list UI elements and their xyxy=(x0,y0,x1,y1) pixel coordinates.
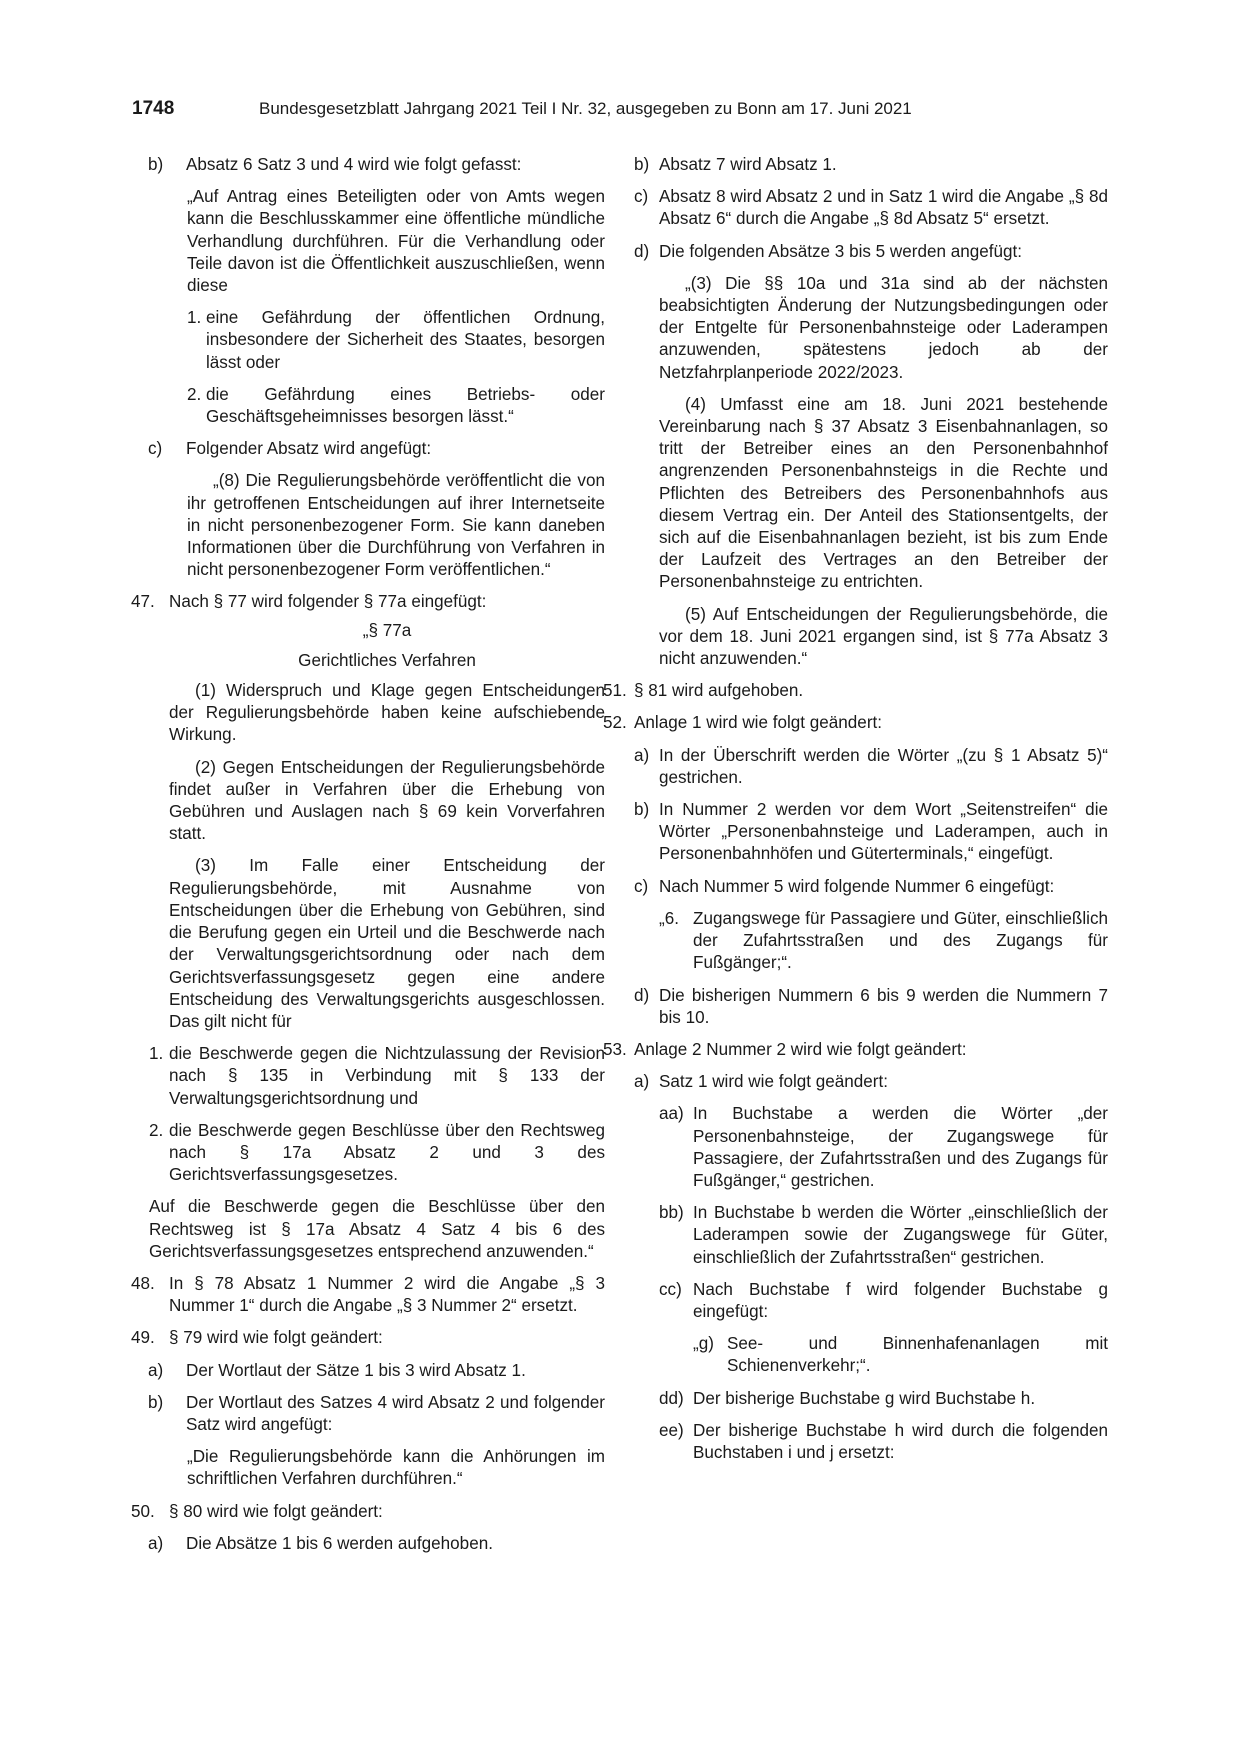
item-label: 53. xyxy=(603,1039,627,1059)
item-text: See- und Binnenhafenanlagen mit Schienenverkehr;“. xyxy=(727,1334,1108,1376)
item-text: Nach Buchstabe f wird folgender Buchstabe g eingefügt: xyxy=(693,1279,1108,1321)
section-number: „§ 77a xyxy=(362,620,412,640)
list-item xyxy=(603,1039,1108,1061)
list-item xyxy=(659,1103,1108,1192)
item-text: Anlage 1 wird wie folgt geändert: xyxy=(634,713,883,733)
item-text: Absatz 8 wird Absatz 2 und in Satz 1 wird die Angabe „§ 8d Absatz 6“ durch die Angabe „§ 8d Absatz 5“ ersetzt. xyxy=(659,187,1108,229)
item-label: 47. xyxy=(131,592,155,612)
item-text: Die folgenden Absätze 3 bis 5 werden angefügt: xyxy=(659,241,1023,261)
item-text: In § 78 Absatz 1 Nummer 2 wird die Angabe „§ 3 Nummer 1“ durch die Angabe „§ 3 Nummer 2“ ersetzt. xyxy=(169,1273,605,1316)
item-text: Folgender Absatz wird angefügt: xyxy=(186,439,432,459)
item-label: aa) xyxy=(659,1104,684,1124)
paragraph: (2) Gegen Entscheidungen der Regulierungsbehörde findet außer in Verfahren über die Erhebung von Gebühren und Auslagen nach § 69 kein Vorverfahren statt. xyxy=(169,757,605,844)
list-item xyxy=(148,1360,605,1382)
list-item xyxy=(148,154,605,176)
item-label: 51. xyxy=(603,681,627,701)
item-text: Zugangswege für Passagiere und Güter, einschließlich der Zufahrtsstraßen und des Zugangs für Fußgänger;“. xyxy=(693,908,1108,973)
item-text: Der Wortlaut des Satzes 4 wird Absatz 2 und folgender Satz wird angefügt: xyxy=(186,1392,605,1434)
item-text: In der Überschrift werden die Wörter „(zu § 1 Absatz 5)“ gestrichen. xyxy=(659,745,1108,787)
item-text: Die Absätze 1 bis 6 werden aufgehoben. xyxy=(186,1533,493,1553)
list-item xyxy=(603,712,1108,734)
item-text: In Buchstabe b werden die Wörter „einschließlich der Laderampen sowie der Zugangswege für Güter, einschließlich der Zufahrtsstraßen“ gestrichen. xyxy=(693,1203,1108,1267)
item-text: In Nummer 2 werden vor dem Wort „Seitenstreifen“ die Wörter „Personenbahnsteige und Laderampen, auch in Personenbahnhöfen und Güterterminals,“ eingefügt. xyxy=(659,800,1108,864)
item-label: c) xyxy=(634,187,649,207)
item-label: a) xyxy=(148,1533,164,1553)
list-item xyxy=(634,1071,1108,1093)
item-label: d) xyxy=(634,985,650,1005)
list-item xyxy=(659,1202,1108,1269)
list-item xyxy=(149,1043,605,1110)
list-item xyxy=(131,1273,605,1317)
item-label: bb) xyxy=(659,1203,684,1223)
item-label: 1. xyxy=(187,308,202,328)
list-item xyxy=(693,1333,1108,1377)
item-label: 48. xyxy=(131,1273,155,1293)
item-label: b) xyxy=(148,155,164,174)
item-text: die Gefährdung eines Betriebs- oder Geschäftsgeheimnisses besorgen lässt.“ xyxy=(206,384,605,427)
list-item xyxy=(187,384,605,428)
item-text: Absatz 6 Satz 3 und 4 wird wie folgt gefasst: xyxy=(186,155,522,174)
item-text: Die bisherigen Nummern 6 bis 9 werden die Nummern 7 bis 10. xyxy=(659,985,1108,1027)
list-item xyxy=(634,799,1108,866)
item-label: b) xyxy=(634,800,650,820)
item-text: § 81 wird aufgehoben. xyxy=(634,681,804,701)
list-item xyxy=(187,307,605,374)
running-title: Bundesgesetzblatt Jahrgang 2021 Teil I Nr. 32, ausgegeben zu Bonn am 17. Juni 2021 xyxy=(259,99,912,118)
item-label: b) xyxy=(148,1392,164,1412)
item-text: § 80 wird wie folgt geändert: xyxy=(169,1501,383,1521)
list-item xyxy=(148,1533,605,1555)
item-label: a) xyxy=(634,745,650,765)
list-item xyxy=(634,876,1108,898)
item-label: 2. xyxy=(187,384,202,404)
item-text: die Beschwerde gegen Beschlüsse über den Rechtsweg nach § 17a Absatz 2 und 3 des Gerichtsverfassungsgesetzes. xyxy=(169,1120,605,1185)
item-label: „g) xyxy=(693,1334,714,1354)
item-text: In Buchstabe a werden die Wörter „der Personenbahnsteige, der Zugangswege für Passagiere, der Zufahrtsstraßen und des Zugangs für Fußgänger,“ gestrichen. xyxy=(693,1104,1108,1190)
item-label: dd) xyxy=(659,1388,684,1408)
list-item xyxy=(659,1420,1108,1464)
list-item xyxy=(659,1388,1108,1410)
item-text: Nach Nummer 5 wird folgende Nummer 6 eingefügt: xyxy=(659,876,1055,896)
item-text: eine Gefährdung der öffentlichen Ordnung, insbesondere der Sicherheit des Staates, besorgen lässt oder xyxy=(206,308,605,372)
item-label: a) xyxy=(634,1072,650,1092)
quoted-text: „Auf Antrag eines Beteiligten oder von Amts wegen kann die Beschlusskammer eine öffentliche mündliche Verhandlung durchführen. Für die Verhandlung oder Teile davon ist die Öffentlichkeit auszuschließen, wenn diese xyxy=(187,187,605,296)
item-text: Nach § 77 wird folgender § 77a eingefügt: xyxy=(169,592,487,612)
item-label: cc) xyxy=(659,1279,682,1299)
item-label: ee) xyxy=(659,1420,684,1440)
list-item xyxy=(131,591,605,613)
list-item xyxy=(149,1120,605,1187)
paragraph: (3) Im Falle einer Entscheidung der Regulierungsbehörde, mit Ausnahme von Entscheidungen über die Erhebung von Gebühren, sind die Berufung gegen ein Urteil und die Beschwerde nach der Verwaltungsgerichtsordnung oder nach dem Gerichtsverfassungsgesetz gegen eine andere Entscheidung des Verwaltungsgerichts ausgeschlossen. Das gilt nicht für xyxy=(169,856,605,1031)
quoted-text: (5) Auf Entscheidungen der Regulierungsbehörde, die vor dem 18. Juni 2021 ergangen sind, ist § 77a Absatz 3 nicht anzuwenden.“ xyxy=(659,604,1108,669)
paragraph: (1) Widerspruch und Klage gegen Entscheidungen der Regulierungsbehörde haben keine aufschiebende Wirkung. xyxy=(169,681,605,745)
list-item xyxy=(659,908,1108,975)
quoted-text: „Die Regulierungsbehörde kann die Anhörungen im schriftlichen Verfahren durchführen.“ xyxy=(187,1447,605,1489)
item-text: Der bisherige Buchstabe h wird durch die folgenden Buchstaben i und j ersetzt: xyxy=(693,1420,1108,1462)
item-text: Absatz 7 wird Absatz 1. xyxy=(659,155,837,174)
item-label: 2. xyxy=(149,1120,164,1140)
list-item xyxy=(148,438,605,460)
item-label: 50. xyxy=(131,1501,155,1521)
quoted-text: „(8) Die Regulierungsbehörde veröffentlicht die von ihr getroffenen Entscheidungen auf ihrer Internetseite in nicht personenbezogener Form. Sie kann daneben Informationen über die Durchführung von Verfahren in nicht personenbezogener Form veröffentlichen.“ xyxy=(187,471,605,580)
item-label: „6. xyxy=(659,908,679,928)
item-label: a) xyxy=(148,1360,164,1380)
item-text: Satz 1 wird wie folgt geändert: xyxy=(659,1072,888,1092)
left-column xyxy=(131,154,605,1565)
item-label: 49. xyxy=(131,1328,155,1348)
list-item xyxy=(148,1392,605,1436)
list-item xyxy=(634,745,1108,789)
item-text: die Beschwerde gegen die Nichtzulassung der Revision nach § 135 in Verbindung mit § 133 der Verwaltungsgerichtsordnung und xyxy=(169,1044,605,1108)
section-heading: Gerichtliches Verfahren xyxy=(298,650,476,670)
item-label: c) xyxy=(634,876,649,896)
quoted-text: „(3) Die §§ 10a und 31a sind ab der nächsten beabsichtigten Änderung der Nutzungsbedingungen oder der Entgelte für Personenbahnsteige oder Laderampen anzuwenden, spätestens jedoch ab der Netzfahrplanperiode 2022/2023. xyxy=(659,273,1108,382)
right-column xyxy=(603,154,1108,1474)
page-header xyxy=(132,98,992,126)
page-number: 1748 xyxy=(132,98,175,119)
list-item xyxy=(603,680,1108,702)
item-text: Anlage 2 Nummer 2 wird wie folgt geändert: xyxy=(634,1039,967,1059)
item-label: 52. xyxy=(603,713,627,733)
item-label: d) xyxy=(634,241,650,261)
list-item xyxy=(634,985,1108,1029)
list-item xyxy=(131,1327,605,1349)
list-item xyxy=(634,241,1108,263)
item-text: Der bisherige Buchstabe g wird Buchstabe h. xyxy=(693,1388,1036,1408)
list-item xyxy=(634,186,1108,230)
item-text: Der Wortlaut der Sätze 1 bis 3 wird Absatz 1. xyxy=(186,1360,526,1380)
list-item xyxy=(659,1279,1108,1323)
quoted-text: (4) Umfasst eine am 18. Juni 2021 bestehende Vereinbarung nach § 37 Absatz 3 Eisenbahnanlagen, so tritt der Betreiber eines an den Personenbahnhof angrenzenden Personenbahnsteigs in die Rechte und Pflichten des Betreibers des Personenbahnhofs aus diesem Vertrag ein. Der Anteil des Stationsentgelts, der sich auf die Eisenbahnanlagen bezieht, ist bis zum Ende der Laufzeit des Vertrages an den Betreiber der Personenbahnsteige zu entrichten. xyxy=(659,394,1108,592)
list-item xyxy=(131,1501,605,1523)
item-label: 1. xyxy=(149,1044,164,1064)
item-label: b) xyxy=(634,155,650,174)
item-text: § 79 wird wie folgt geändert: xyxy=(169,1328,383,1348)
list-item xyxy=(634,154,1108,176)
paragraph: Auf die Beschwerde gegen die Beschlüsse über den Rechtsweg ist § 17a Absatz 4 Satz 4 bis 6 des Gerichtsverfassungsgesetzes entsprechend anzuwenden.“ xyxy=(149,1197,605,1261)
item-label: c) xyxy=(148,439,163,459)
